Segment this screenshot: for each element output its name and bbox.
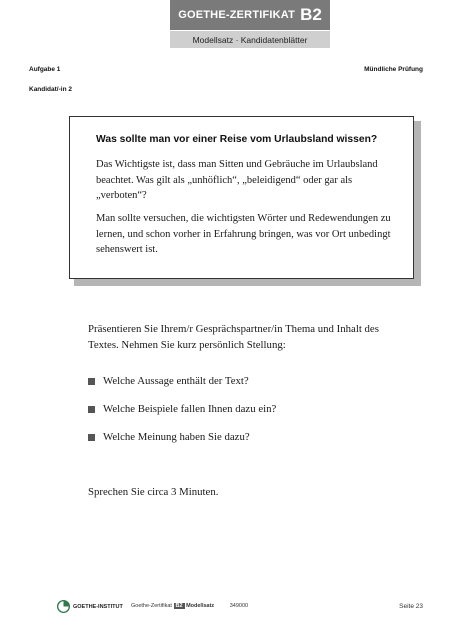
- closing-instruction: Sprechen Sie circa 3 Minuten.: [88, 486, 219, 498]
- candidate-label: Kandidat/-in 2: [29, 86, 72, 93]
- task-instruction: Präsentieren Sie Ihrem/r Gesprächspartner/in Thema und Inhalt des Textes. Nehmen Sie kurz persönlich Stellung:: [88, 323, 379, 351]
- bullet-square-icon: [88, 378, 95, 385]
- goethe-logo-icon: [57, 600, 70, 613]
- goethe-logo: [57, 600, 123, 613]
- footer-cert: Goethe-Zertifikat: [131, 603, 172, 609]
- footer-code: 349000: [229, 603, 249, 609]
- bullet-text: Welche Beispiele fallen Ihnen dazu ein?: [103, 403, 277, 415]
- certificate-title: GOETHE-ZERTIFIKAT: [178, 9, 296, 21]
- topic-card: [69, 116, 414, 279]
- logo-text: GOETHE-INSTITUT: [73, 603, 123, 610]
- header-subtitle: Modellsatz · Kandidatenblätter: [170, 31, 330, 48]
- level-label: B2: [300, 5, 322, 24]
- header-bar: [170, 0, 330, 30]
- task-label: Aufgabe 1: [29, 66, 61, 73]
- bullet-item: [88, 375, 249, 387]
- card-question: Was sollte man vor einer Reise vom Urlaubsland wissen?: [96, 134, 378, 145]
- bullet-square-icon: [88, 406, 95, 413]
- bullet-item: [88, 403, 276, 415]
- footer-cert-info: [131, 603, 248, 609]
- bullet-text: Welche Aussage enthält der Text?: [103, 375, 249, 387]
- card-paragraph-1: Das Wichtigste ist, dass man Sitten und Gebräuche im Urlaubsland beachtet. Was gilt als „unhöflich“, „beleidigend“ oder gar als „verboten“?: [96, 159, 378, 201]
- footer-level: B2: [175, 603, 183, 609]
- card-paragraph-2: Man sollte versuchen, die wichtigsten Wörter und Redewendungen zu lernen, und schon vorher in Erfahrung bringen, was vor Ort unbedingt sehenswert ist.: [96, 213, 391, 255]
- bullet-text: Welche Meinung haben Sie dazu?: [103, 431, 250, 443]
- footer-modellsatz: Modellsatz: [186, 603, 215, 609]
- bullet-square-icon: [88, 434, 95, 441]
- page-number: Seite 23: [399, 603, 423, 610]
- exam-part-label: Mündliche Prüfung: [364, 66, 423, 73]
- bullet-item: [88, 431, 250, 443]
